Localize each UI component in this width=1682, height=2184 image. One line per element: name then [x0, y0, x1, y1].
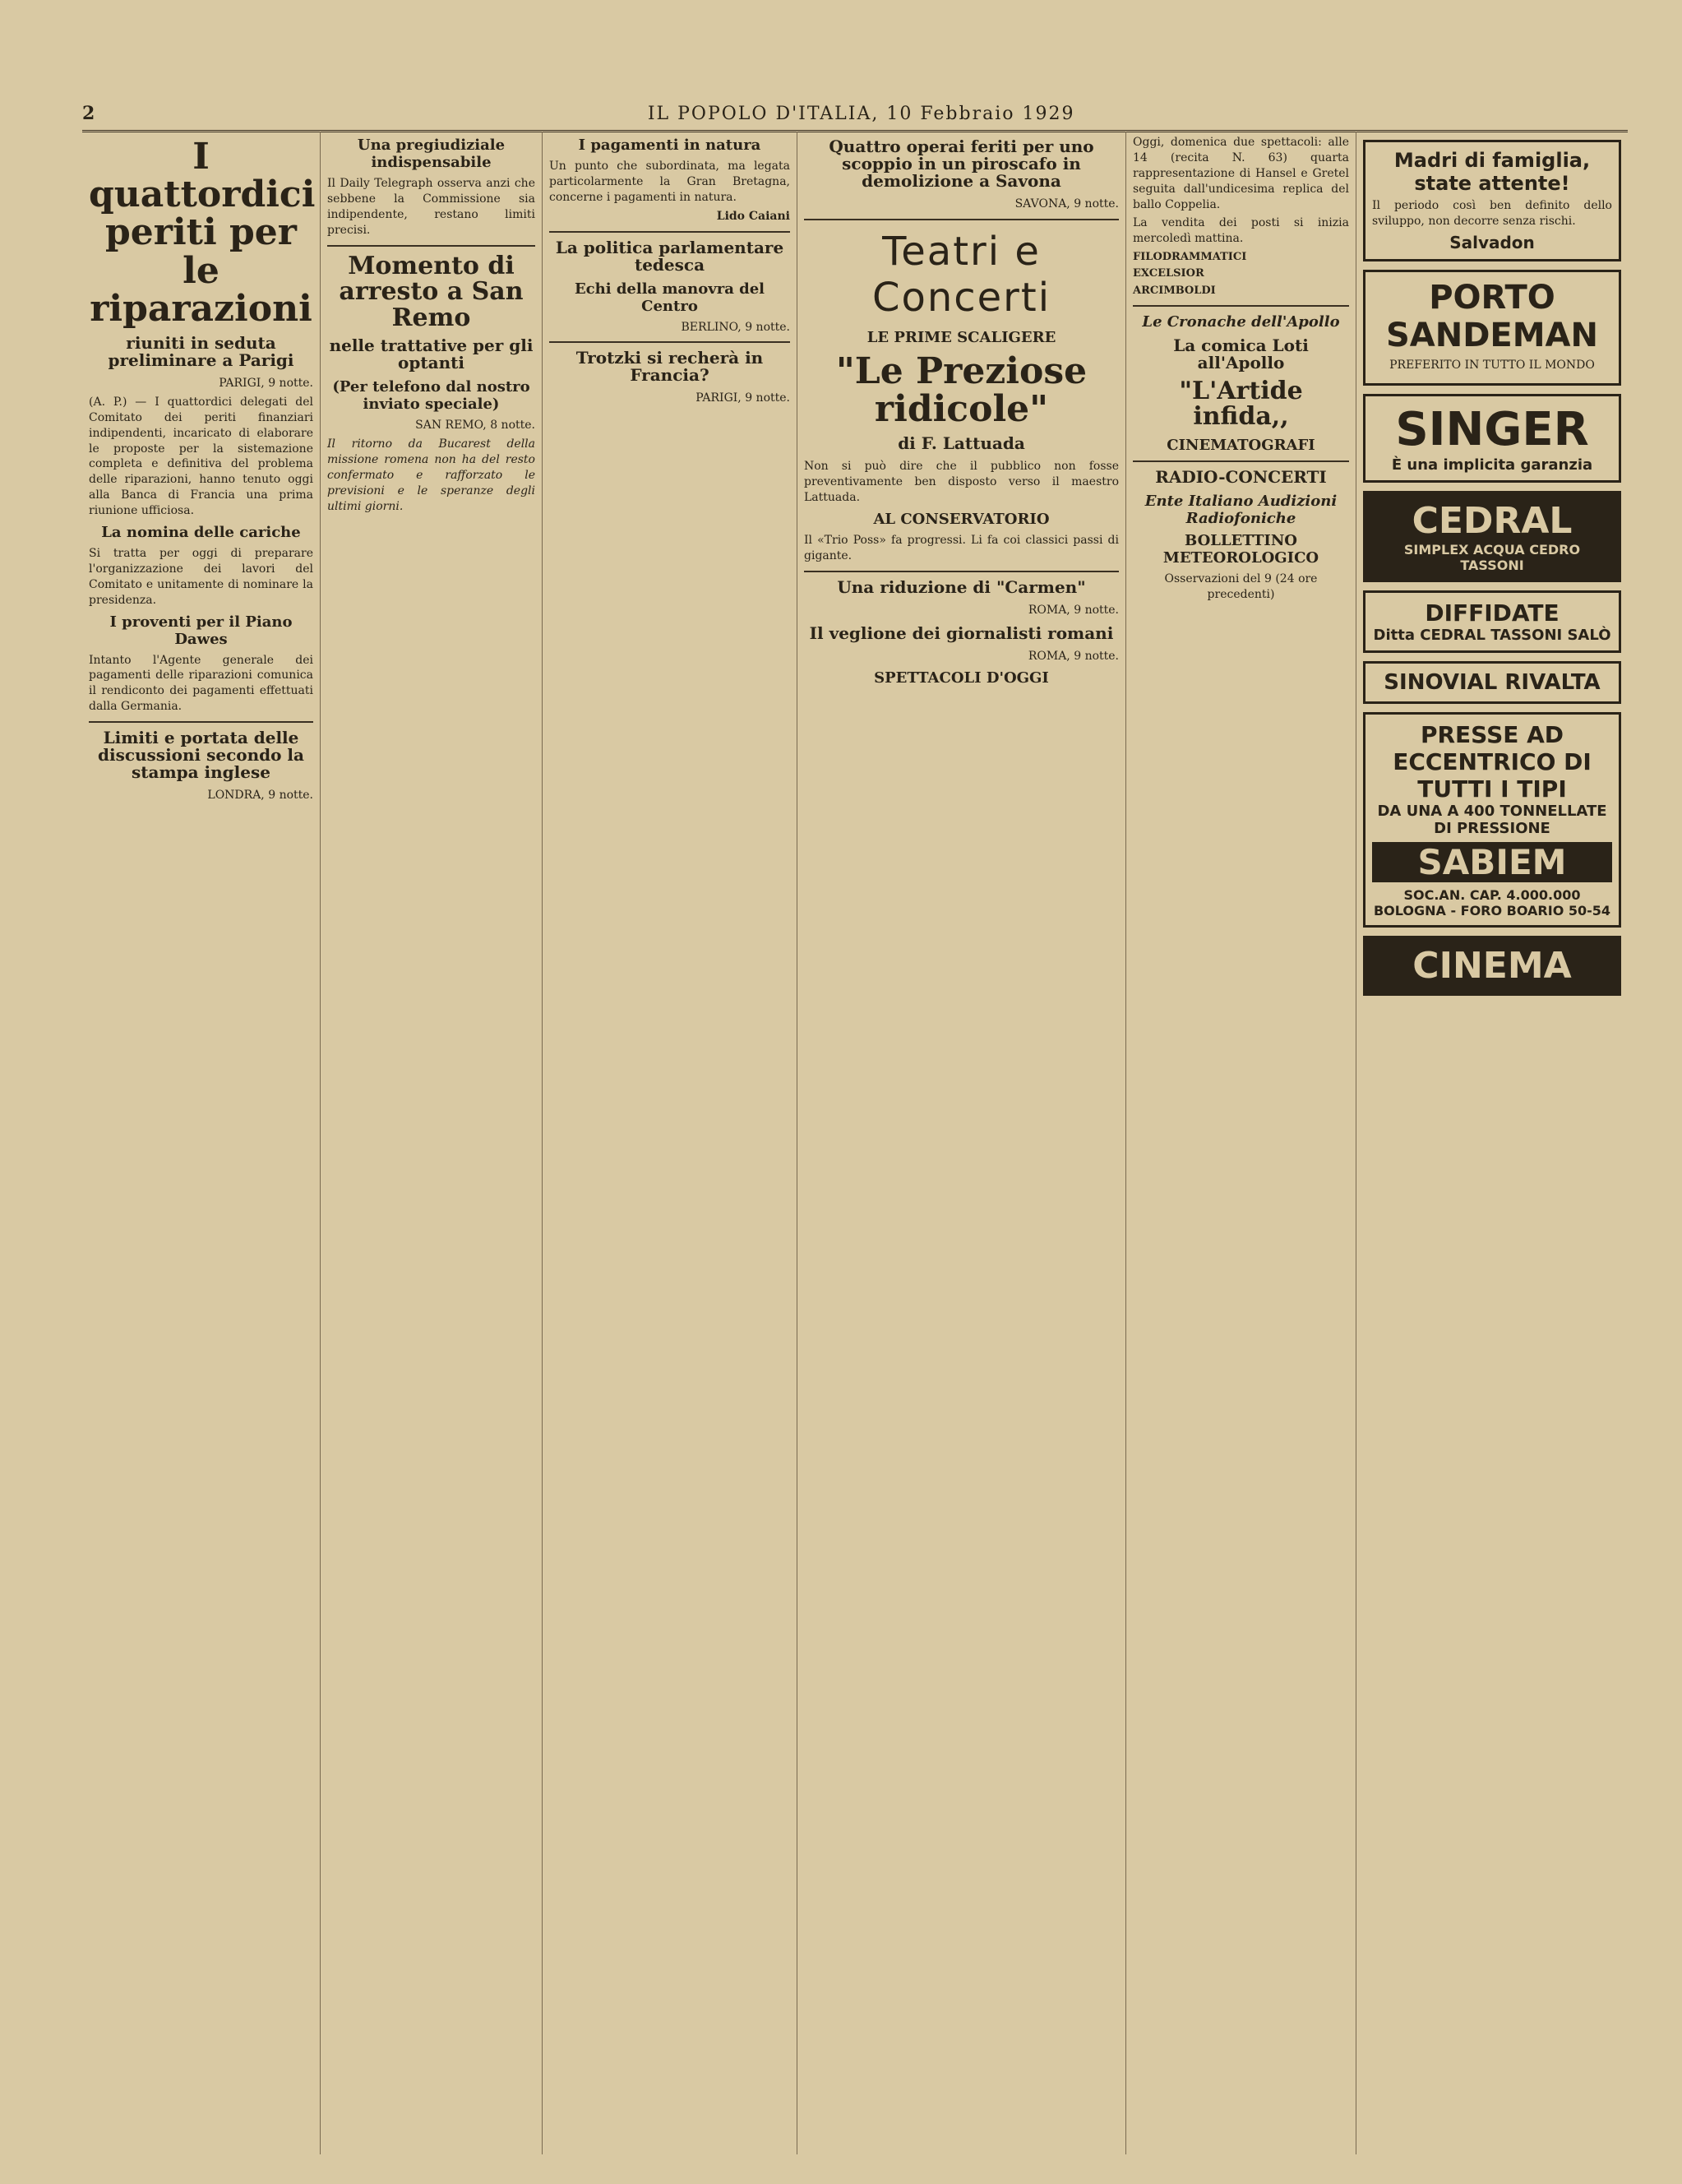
theatre-list	[1133, 250, 1349, 298]
subhead-lattuada: di F. Lattuada	[898, 433, 1025, 454]
dateline: PARIGI, 9 notte.	[219, 376, 313, 390]
ad-title: PRESSE AD ECCENTRICO DI TUTTI I TIPI	[1393, 720, 1592, 803]
headline-loti: La comica Loti all'Apollo	[1173, 335, 1309, 372]
column-2	[321, 132, 543, 2154]
ad-cedral-diffidate	[1363, 590, 1621, 653]
headline-trotzki: Trotzki si recherà in Francia?	[575, 348, 764, 386]
article-body: Un punto che subordinata, ma legata particolarmente la Gran Bretagna, concerne i pagamenti in natura.	[549, 160, 790, 204]
ad-porto-sandeman	[1363, 270, 1621, 386]
ad-title: SINOVIAL RIVALTA	[1384, 669, 1601, 695]
section-heading: I pagamenti in natura	[578, 136, 761, 154]
section-heading: I proventi per il Piano Dawes	[109, 613, 293, 648]
article-body: (A. P.) — I quattordici delegati del Comitato dei periti finanziari indipendenti, incaricato di elaborare le proposte per la sistemazione completa e definitiva del problema delle riparazioni, hanno tenuto oggi alla Banca di Francia una prima riunione ufficiosa.	[89, 395, 313, 518]
divider	[549, 231, 790, 233]
ad-sub: È una implicita garanzia	[1391, 456, 1593, 474]
ad-presse	[1363, 712, 1621, 928]
headline-artide: "L'Artide infida,,	[1179, 376, 1303, 432]
divider	[1133, 305, 1349, 307]
headline-politica-tedesca: La politica parlamentare tedesca	[555, 237, 784, 275]
columns	[82, 132, 1628, 2154]
article-body: Non si può dire che il pubblico non fosse preventivamente ben disposto verso il maestro Lattuada.	[804, 460, 1119, 505]
dateline: SAVONA, 9 notte.	[1014, 197, 1119, 211]
dateline: ROMA, 9 notte.	[1028, 603, 1119, 617]
section-heading: Le Cronache dell'Apollo	[1142, 312, 1340, 331]
article-body: La vendita dei posti si inizia mercoledì mattina.	[1133, 216, 1349, 246]
ad-cinema	[1363, 936, 1621, 996]
divider	[804, 571, 1119, 572]
section-heading: CINEMATOGRAFI	[1167, 436, 1315, 454]
dateline: BERLINO, 9 notte.	[681, 320, 790, 334]
section-heading: La nomina delle cariche	[101, 523, 301, 541]
ad-title: Madri di famiglia, state attente!	[1393, 149, 1591, 195]
newspaper-title: IL POPOLO D'ITALIA, 10 Febbraio 1929	[647, 103, 1075, 124]
kicker: LE PRIME SCALIGERE	[866, 328, 1056, 346]
ad-singer	[1363, 394, 1621, 483]
column-5	[1126, 132, 1356, 2154]
article-body: Il Daily Telegraph osserva anzi che sebbene la Commissione sia indipendente, restano limiti precisi.	[327, 177, 535, 237]
ad-sub: SIMPLEX ACQUA CEDRO TASSONI	[1403, 541, 1581, 573]
divider	[549, 341, 790, 343]
subhead-centro: Echi della manovra del Centro	[574, 280, 765, 315]
ad-title: SINGER	[1395, 402, 1589, 456]
headline-stampa-inglese: Limiti e portata delle discussioni secondo la stampa inglese	[97, 728, 304, 783]
divider	[804, 219, 1119, 220]
ad-salvadon	[1363, 140, 1621, 261]
headline-carmen: Una riduzione di "Carmen"	[837, 576, 1086, 597]
article-body: Intanto l'Agente generale dei pagamenti delle riparazioni comunica il rendiconto dei pagamenti effettuati dalla Germania.	[89, 653, 313, 714]
ad-sub: Ditta CEDRAL TASSONI SALÒ	[1373, 626, 1611, 644]
column-1	[82, 132, 321, 2154]
section-radio: RADIO-CONCERTI	[1155, 466, 1327, 487]
headline-savona: Quattro operai feriti per uno scoppio in un piroscafo in demolizione a Savona	[829, 136, 1094, 191]
ad-sub: DA UNA A 400 TONNELLATE DI PRESSIONE	[1377, 802, 1607, 837]
section-heading: AL CONSERVATORIO	[873, 510, 1050, 528]
ad-foot: SOC.AN. CAP. 4.000.000 BOLOGNA - FORO BOARIO 50-54	[1373, 886, 1611, 918]
section-heading: SPETTACOLI D'OGGI	[874, 669, 1049, 687]
ad-brand: SABIEM	[1372, 842, 1612, 882]
list-item: FILODRAMMATICI	[1133, 251, 1247, 264]
section-teatri: Teatri e Concerti	[871, 228, 1051, 321]
column-6	[1356, 132, 1628, 2154]
dateline: LONDRA, 9 notte.	[207, 789, 313, 803]
ad-cedral	[1363, 491, 1621, 582]
ad-sub: PREFERITO IN TUTTO IL MONDO	[1389, 358, 1595, 372]
signature: Lido Caiani	[716, 209, 790, 223]
ad-title: CEDRAL	[1412, 499, 1573, 542]
ad-title: DIFFIDATE	[1425, 599, 1560, 627]
meteo-sub: Osservazioni del 9 (24 ore precedenti)	[1164, 571, 1318, 601]
dateline: SAN REMO, 8 notte.	[415, 419, 535, 433]
divider	[89, 721, 313, 723]
divider	[1133, 460, 1349, 462]
page-header	[82, 97, 1628, 132]
section-meteo: BOLLETTINO METEOROLOGICO	[1162, 531, 1319, 567]
headline-san-remo: Momento di arresto a San Remo	[339, 251, 524, 332]
article-body: Il «Trio Poss» fa progressi. Li fa coi classici passi di gigante.	[804, 533, 1119, 562]
ad-sinovial	[1363, 661, 1621, 704]
headline-riparazioni: I quattordici periti per le riparazioni	[89, 136, 316, 330]
article-body: Oggi, domenica due spettacoli: alle 14 (recita N. 63) quarta rappresentazione di Hansel e Gretel seguita dall'undicesima replica del ballo Coppelia.	[1133, 136, 1349, 211]
radio-sub: Ente Italiano Audizioni Radiofoniche	[1144, 492, 1338, 527]
ad-text: Il periodo così ben definito dello sviluppo, non decorre senza rischi.	[1372, 199, 1612, 228]
page-number: 2	[82, 103, 95, 124]
section-heading: Una pregiudiziale indispensabile	[357, 136, 506, 171]
subhead-optanti: nelle trattative per gli optanti	[329, 335, 534, 373]
divider	[327, 245, 535, 247]
byline: (Per telefono dal nostro inviato speciale)	[332, 378, 530, 414]
list-item: EXCELSIOR	[1133, 267, 1204, 280]
subhead-parigi: riuniti in seduta preliminare a Parigi	[108, 332, 294, 370]
dateline: ROMA, 9 notte.	[1028, 649, 1119, 663]
column-4	[797, 132, 1126, 2154]
list-item: ARCIMBOLDI	[1133, 284, 1216, 297]
dateline: PARIGI, 9 notte.	[695, 391, 790, 405]
headline-preziose: "Le Preziose ridicole"	[835, 349, 1088, 431]
ad-title: PORTO SANDEMAN	[1385, 278, 1598, 354]
article-body: Si tratta per oggi di preparare l'organizzazione dei lavori del Comitato e unitamente di nominare la presidenza.	[89, 546, 313, 607]
ad-title: CINEMA	[1412, 944, 1572, 987]
headline-veglione: Il veglione dei giornalisti romani	[809, 622, 1114, 643]
column-3	[543, 132, 797, 2154]
article-body: Il ritorno da Bucarest della missione romena non ha del resto confermato e rafforzato le previsioni e le speranze degli ultimi giorni.	[327, 437, 535, 513]
ad-brand: Salvadon	[1449, 232, 1535, 252]
